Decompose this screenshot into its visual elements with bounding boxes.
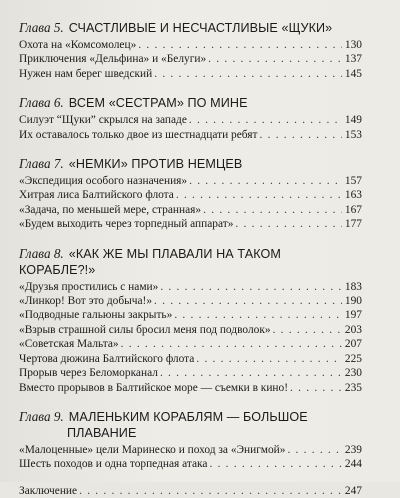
page-number: 207: [344, 338, 362, 351]
leader-dots: [154, 67, 342, 81]
toc-entry[interactable]: [19, 217, 362, 231]
chapter-heading-continued: [19, 262, 362, 278]
chapter-heading: [19, 95, 362, 111]
toc-entry[interactable]: [19, 352, 362, 366]
entry-title: «Друзья простились с нами»: [19, 280, 159, 293]
chapter-6: [19, 95, 362, 142]
conclusion-section: [19, 484, 362, 498]
toc-entry[interactable]: [19, 457, 362, 471]
leader-dots: [208, 52, 342, 66]
leader-dots: [160, 280, 342, 294]
chapter-number: Глава 8.: [19, 245, 64, 261]
leader-dots: [160, 366, 342, 380]
page-number: 163: [344, 189, 362, 202]
chapter-number: Глава 5.: [19, 20, 64, 35]
leader-dots: [79, 484, 342, 498]
leader-dots: [189, 174, 342, 188]
entry-title: Их оставалось только двое из шестнадцати ребят: [19, 128, 258, 141]
entry-title: «Подводные гальюны закрыть»: [19, 309, 173, 322]
chapter-heading: [19, 409, 362, 425]
leader-dots: [174, 308, 342, 322]
page-number: 183: [344, 280, 362, 293]
leader-dots: [203, 203, 342, 217]
chapter-8: [19, 246, 362, 395]
toc-entry[interactable]: [19, 294, 362, 308]
entry-title: «Будем выходить через торпедный аппарат»: [19, 218, 234, 231]
toc-entry[interactable]: [19, 67, 362, 81]
leader-dots: [176, 188, 342, 202]
chapter-heading: [19, 20, 362, 36]
toc-entry[interactable]: [19, 52, 362, 66]
chapter-title-line2: ПЛАВАНИЕ: [67, 425, 137, 440]
leader-dots: [154, 294, 342, 308]
page-number: 197: [344, 309, 362, 322]
toc-entry[interactable]: [19, 366, 362, 380]
chapter-number: Глава 9.: [19, 408, 64, 424]
chapter-title: ВСЕМ «СЕСТРАМ» ПО МИНЕ: [68, 96, 248, 111]
leader-dots: [235, 217, 342, 231]
chapter-title: «НЕМКИ» ПРОТИВ НЕМЦЕВ: [68, 157, 243, 172]
chapter-number: Глава 7.: [19, 156, 64, 172]
toc-entry[interactable]: [19, 128, 362, 142]
toc-entry[interactable]: [19, 323, 362, 337]
toc-entry[interactable]: [19, 443, 362, 457]
leader-dots: [189, 113, 342, 127]
toc-entry[interactable]: [19, 174, 362, 188]
chapter-9: [19, 409, 362, 472]
page-number: 190: [344, 295, 362, 308]
chapter-title: МАЛЕНЬКИМ КОРАБЛЯМ — БОЛЬШОЕ: [68, 409, 308, 424]
entry-title: Заключение: [19, 484, 78, 497]
chapter-heading: [19, 156, 362, 172]
chapter-5: [19, 20, 362, 81]
page-number: 239: [344, 443, 362, 456]
entry-title: Вместо прорывов в Балтийское море — съемки в кино!: [19, 381, 289, 394]
entry-title: «Экспедиция особого назначения»: [19, 175, 188, 188]
entry-title: Нужен нам берег шведский: [19, 67, 153, 80]
page-number: 203: [344, 323, 362, 336]
toc-entry[interactable]: [19, 337, 362, 351]
toc-entry[interactable]: [19, 381, 362, 395]
chapter-heading: [19, 246, 362, 262]
toc-entry[interactable]: [19, 188, 362, 202]
entry-title: «Малоценные» цели Маринеско и поход за «Энигмой»: [19, 443, 286, 456]
page-number: 130: [344, 39, 362, 51]
entry-title: «Задача, по меньшей мере, странная»: [19, 203, 202, 216]
entry-title: Приключения «Дельфина» и «Белуги»: [19, 53, 207, 66]
entry-title: «Линкор! Вот это добыча!»: [19, 295, 153, 308]
entry-title: Хитрая лиса Балтийского флота: [19, 189, 174, 202]
chapter-7: [19, 156, 362, 232]
toc-entry[interactable]: [19, 113, 362, 127]
entry-title: Чертова дюжина Балтийского флота: [19, 352, 195, 365]
leader-dots: [209, 457, 342, 471]
entry-title: Прорыв через Беломорканал: [19, 367, 158, 380]
leader-dots: [138, 38, 342, 52]
page-number: 244: [344, 458, 362, 471]
page-number: 230: [344, 367, 362, 380]
leader-dots: [287, 443, 342, 457]
page-number: 167: [344, 203, 362, 216]
leader-dots: [260, 128, 343, 142]
entry-title: «Советская Мальта»: [19, 338, 119, 351]
leader-dots: [121, 337, 342, 351]
chapter-title: СЧАСТЛИВЫЕ И НЕСЧАСТЛИВЫЕ «ЩУКИ»: [68, 21, 333, 35]
chapter-number: Глава 6.: [19, 95, 64, 111]
entry-title: Силуэт “Щуки” скрылся на западе: [19, 114, 187, 127]
page-number: 177: [344, 218, 362, 231]
chapter-title: «КАК ЖЕ МЫ ПЛАВАЛИ НА ТАКОМ: [68, 246, 282, 261]
toc-entry[interactable]: [19, 203, 362, 217]
toc-entry[interactable]: [19, 280, 362, 294]
page-number: 149: [344, 114, 362, 127]
page-number: 247: [344, 484, 362, 497]
chapter-title-line2: КОРАБЛЕ?!»: [19, 262, 96, 277]
entry-title: «Взрыв страшной силы бросил меня под подволок»: [19, 323, 271, 336]
leader-dots: [290, 381, 342, 395]
page-number: 137: [344, 53, 362, 66]
entry-title: Шесть походов и одна торпедная атака: [19, 458, 208, 471]
chapter-heading-continued: [19, 425, 362, 441]
toc-entry[interactable]: [19, 38, 362, 52]
leader-dots: [273, 323, 342, 337]
toc-entry[interactable]: [19, 308, 362, 322]
page-number: 145: [344, 67, 362, 80]
entry-title: Охота на «Комсомолец»: [19, 39, 137, 51]
page-number: 153: [344, 128, 362, 141]
page-number: 235: [344, 381, 362, 394]
toc-entry[interactable]: [19, 484, 362, 498]
page-number: 157: [344, 175, 362, 188]
leader-dots: [196, 352, 342, 366]
page-number: 225: [344, 352, 362, 365]
